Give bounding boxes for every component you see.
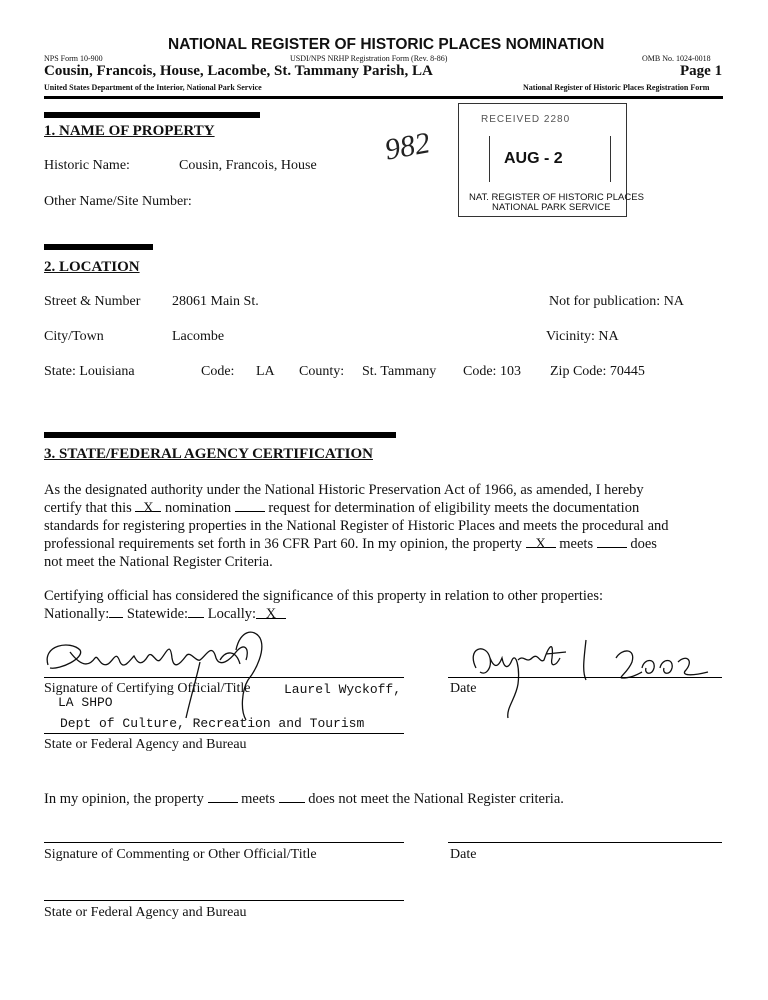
nationally-blank [109,605,123,618]
stamp-nps-line: NATIONAL PARK SERVICE [492,202,611,213]
commenting-label: Signature of Commenting or Other Official/Title [44,847,317,862]
signature-typed-name: Laurel Wyckoff, [284,682,402,697]
department-line: United States Department of the Interior, National Park Service [44,83,262,92]
para-line-2a: certify that this [44,500,136,516]
street-value: 28061 Main St. [172,294,259,309]
handwritten-number: 982 [382,126,433,167]
para-line-4c: does [626,536,657,552]
para-line-4b: meets [555,536,597,552]
form-main-title: NATIONAL REGISTER OF HISTORIC PLACES NOMINATION [168,36,605,53]
opinion-line [44,790,564,808]
vicinity: Vicinity: NA [546,329,619,344]
locally-mark: X [256,606,286,619]
section3-heading: 3. STATE/FEDERAL AGENCY CERTIFICATION [44,446,373,462]
significance-line: Certifying official has considered the significance of this property in relation to other properties: [44,588,604,604]
opinion-does-not-blank [279,790,305,803]
stamp-register-line: NAT. REGISTER OF HISTORIC PLACES [469,192,644,203]
received-stamp [458,103,644,217]
signature-label: Signature of Certifying Official/Title [44,681,251,696]
statewide-label: Statewide: [126,606,189,622]
state: State: Louisiana [44,364,135,379]
agency-line [44,733,404,734]
date-line [448,677,722,678]
agency2-line [44,900,404,901]
opinion-b: meets [237,791,279,807]
form-name-line: National Register of Historic Places Registration Form [523,83,710,92]
city-value: Lacombe [172,329,225,344]
county-value: St. Tammany [362,364,437,379]
property-title: Cousin, Francois, House, Lacombe, St. Tammany Parish, LA [44,63,433,79]
nomination-mark: X [135,499,161,512]
does-not-meet-blank [597,535,627,548]
city-label: City/Town [44,329,104,344]
state-code-value: LA [256,364,275,379]
header-rule [44,96,723,99]
request-blank [235,499,265,512]
signature-line [44,677,404,678]
opinion-meets-blank [208,790,238,803]
section2-bar [44,244,153,250]
historic-name-label: Historic Name: [44,158,130,173]
commenting-date-line [448,842,722,843]
commenting-date-label: Date [450,847,477,862]
signature-typed-title: LA SHPO [58,695,113,710]
para-line-2c: request for determination of eligibility meets the documentation [264,500,640,516]
registration-form-rev: USDI/NPS NRHP Registration Form (Rev. 8-86) [290,54,448,63]
county-code: Code: 103 [463,364,521,379]
para-line-2 [44,499,724,517]
handwritten-date [446,628,726,723]
para-line-5: not meet the National Register Criteria. [44,554,273,570]
opinion-a: In my opinion, the property [44,791,208,807]
agency2-label: State or Federal Agency and Bureau [44,905,247,920]
meets-mark: X [526,535,556,548]
nationally-label: Nationally: [44,606,110,622]
omb-number: OMB No. 1024-0018 [642,54,711,63]
street-label: Street & Number [44,294,141,309]
section2-heading: 2. LOCATION [44,259,140,275]
historic-name-value: Cousin, Francois, House [179,158,317,173]
zip-code: Zip Code: 70445 [550,364,645,379]
stamp-date-box [489,136,611,182]
stamp-date: AUG - 2 [504,150,563,167]
locally-label: Locally: [207,606,257,622]
department-typed: Dept of Culture, Recreation and Tourism [60,716,365,731]
other-name-label: Other Name/Site Number: [44,194,192,209]
commenting-signature-line [44,842,404,843]
date-label: Date [450,681,477,696]
stamp-received: RECEIVED 2280 [481,114,571,125]
agency-label: State or Federal Agency and Bureau [44,737,247,752]
para-line-4 [44,535,724,553]
para-line-3: standards for registering properties in the National Register of Historic Places and meets the procedural and [44,518,669,534]
section1-bar [44,112,260,118]
para-line-4a: professional requirements set forth in 36 CFR Part 60. In my opinion, the property [44,536,526,552]
form-number: NPS Form 10-900 [44,54,103,63]
para-line-2b: nomination [161,500,235,516]
not-for-publication: Not for publication: NA [549,294,684,309]
state-code-label: Code: [201,364,235,379]
certification-paragraph [44,481,724,571]
section3-bar [44,432,396,438]
statewide-blank [188,605,204,618]
section1-heading: 1. NAME OF PROPERTY [44,123,215,139]
page-label: Page 1 [680,63,723,79]
county-label: County: [299,364,345,379]
handwritten-signature [40,620,310,730]
opinion-c: does not meet the National Register criteria. [304,791,564,807]
para-line-1: As the designated authority under the National Historic Preservation Act of 1966, as amended, I hereby [44,482,644,498]
